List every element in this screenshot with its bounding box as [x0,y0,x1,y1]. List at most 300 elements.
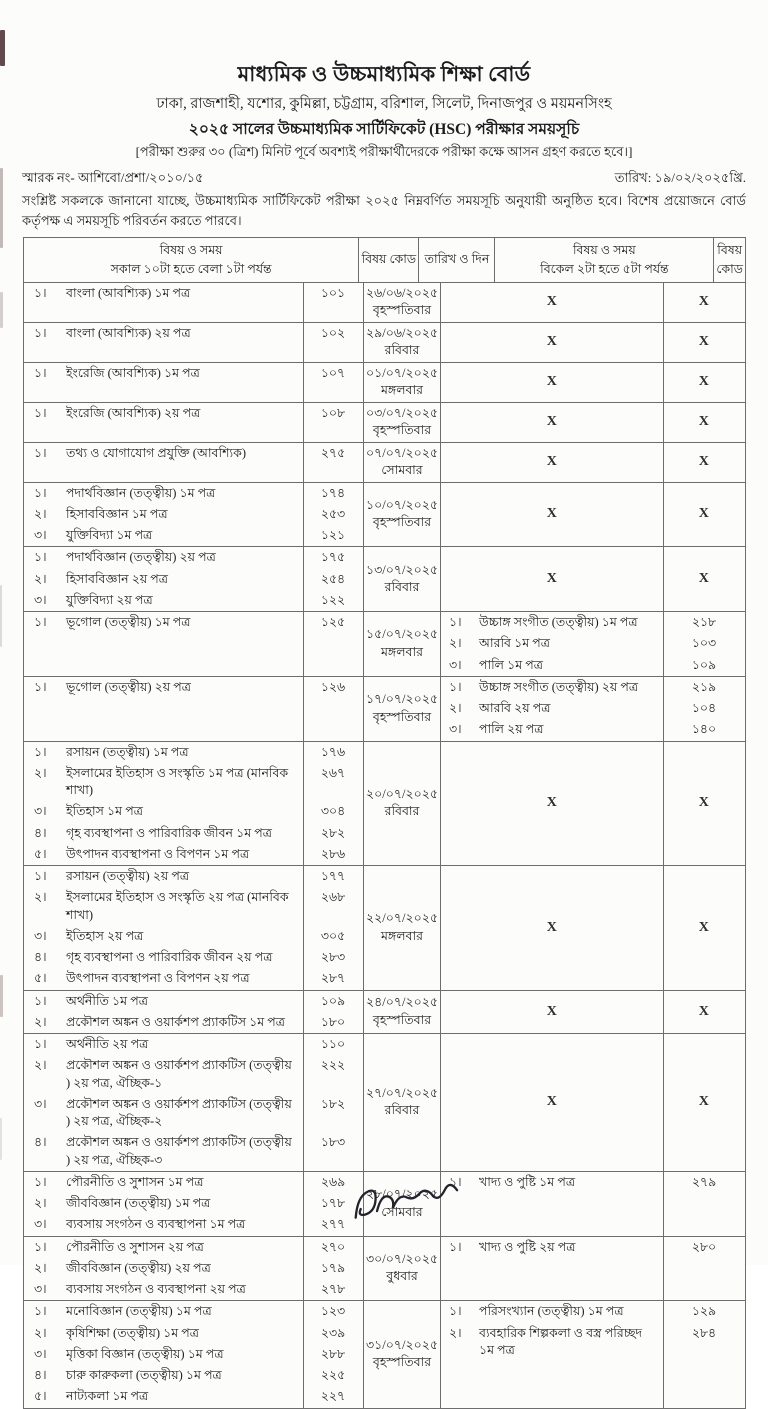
subject-item [24,1301,303,1322]
subject-item [24,1034,303,1055]
date-cell [364,1237,441,1301]
serial-number: ১। [34,1174,47,1189]
header-afternoon-subject [495,238,714,282]
date-cell [364,403,441,442]
subject-item [24,801,303,822]
serial-number: ৩। [34,1096,47,1111]
serial-number: ৫। [34,1389,47,1404]
subject-item [24,677,303,698]
serial-number: ৩। [34,804,47,819]
morning-block [24,1237,364,1301]
morning-block [24,991,364,1034]
subject-code: ২৭৫ [320,445,346,460]
table-row [24,1237,745,1302]
table-row [24,547,745,612]
serial-number: ১। [34,285,47,300]
serial-number: ৪। [34,1135,47,1150]
subject-code: ১৭৯ [320,1260,346,1275]
subject-code: ১০৯ [320,993,346,1008]
subject-name: খাদ্য ও পুষ্টি ২য় পত্র [479,1239,576,1254]
memo-row [0,169,768,190]
table-row [24,866,745,991]
serial-number: ১। [449,1239,462,1254]
subject-name: রসায়ন (তত্ত্বীয়) ২য় পত্র [66,869,190,884]
subject-name: চারু কারুকলা (তত্ত্বীয়) ১ম পত্র [66,1368,222,1383]
subject-name: অর্থনীতি ১ম পত্র [66,993,148,1008]
subject-code: ১৭৮ [320,1196,346,1211]
date-cell [364,677,441,741]
serial-number: ১। [34,615,47,630]
subject-name: প্রকৌশল অঙ্কন ও ওয়ার্কশপ প্র্যাকটিস (তত্ত্বীয় ) ২য় পত্র, ঐচ্ছিক-৩ [66,1135,292,1167]
serial-number: ৩। [34,928,47,943]
subject-name: পালি ১ম পত্র [479,657,543,672]
exam-date: ২৬/০৬/২০২৫ [366,285,438,300]
subject-name: গৃহ ব্যবস্থাপনা ও পারিবারিক জীবন ১ম পত্র [66,825,272,840]
table-row [24,1034,745,1172]
subject-code: ১২৬ [320,679,346,694]
serial-number: ২। [449,636,462,651]
exam-day: বৃহস্পতিবার [372,303,432,318]
subject-name: ইংরেজি (আবশ্যিক) ১ম পত্র [66,365,200,380]
afternoon-block [441,547,745,611]
subject-code: ৩০৫ [320,928,346,943]
board-list: ঢাকা, রাজশাহী, যশোর, কুমিল্লা, চট্টগ্রাম, বরিশাল, সিলেট, দিনাজপুর ও ময়মনসিংহ [156,96,612,113]
afternoon-block [441,443,745,482]
subject-name: উচ্চাঙ্গ সংগীত (তত্ত্বীয়) ২য় পত্র [479,679,639,694]
subject-name: প্রকৌশল অঙ্কন ও ওয়ার্কশপ প্র্যাকটিস (তত্ত্বীয় ) ২য় পত্র, ঐচ্ছিক-২ [66,1096,292,1129]
no-afternoon-exam-mark: X [546,294,558,310]
table-body [24,283,745,1408]
serial-number: ৪। [34,825,47,840]
subject-item [24,926,303,947]
subject-code: ২৮৩ [320,950,346,965]
table-row [24,612,745,677]
subject-code: ২৮২ [320,825,346,840]
subject-name: ভূগোল (তত্ত্বীয়) ২য় পত্র [66,679,191,694]
serial-number: ৩। [34,528,47,543]
subject-name: রসায়ন (তত্ত্বীয়) ১ম পত্র [66,744,189,759]
morning-block [24,403,364,442]
afternoon-block [441,323,745,362]
subject-item [24,483,303,504]
morning-block [24,483,364,547]
header-morning-title: বিষয় ও সময় [159,243,223,258]
exam-day: বৃহস্পতিবার [372,1012,432,1027]
serial-number: ৩। [449,722,462,737]
exam-date: ১৭/০৭/২০২৫ [366,692,438,707]
afternoon-block [441,363,745,402]
date-cell [364,991,441,1034]
subject-item [441,1301,663,1322]
subject-name: ইসলামের ইতিহাস ও সংস্কৃতি ১ম পত্র (মানবিক শাখা) [66,765,289,798]
subject-item [24,525,303,546]
exam-date: ০৭/০৭/২০২৫ [366,445,438,460]
subject-item [24,1214,303,1235]
serial-number: ১। [449,615,462,630]
subject-name: গৃহ ব্যবস্থাপনা ও পারিবারিক জীবন ২য় পত্র [66,950,273,965]
subject-code: ১৭৫ [320,550,346,565]
afternoon-block [441,991,745,1034]
subject-code: ২৮৬ [320,846,346,861]
serial-number: ১। [34,325,47,340]
date-cell [364,547,441,611]
subject-name: ব্যবসায় সংগঠন ও ব্যবস্থাপনা ১ম পত্র [66,1217,246,1232]
exam-day: রবিবার [384,343,420,358]
subject-code: ১২১ [320,528,346,543]
serial-number: ১। [34,445,47,460]
subject-name: যুক্তিবিদ্যা ২য় পত্র [66,592,153,607]
subject-code: ১৭৬ [320,744,346,759]
subject-name: ভূগোল (তত্ত্বীয়) ১ম পত্র [66,615,191,630]
subject-code: ১২৩ [320,1304,346,1319]
subject-name: আরবি ১ম পত্র [479,636,550,651]
exam-day: বৃহস্পতিবার [372,1355,432,1370]
subject-name: যুক্তিবিদ্যা ১ম পত্র [66,528,153,543]
no-afternoon-exam-mark: X [546,506,558,522]
subject-name: পদার্থবিজ্ঞান (তত্ত্বীয়) ২য় পত্র [66,550,216,565]
serial-number: ১। [34,1304,47,1319]
date-cell [364,1034,441,1171]
exam-day: রবিবার [384,1103,420,1118]
subject-code: ১৮২ [320,1096,346,1111]
subject-code: ২৩৯ [320,1325,346,1340]
subject-item [24,763,303,802]
exam-day: বৃহস্পতিবার [372,709,432,724]
subject-item [24,887,303,926]
subject-item [441,655,663,676]
header-subject-code-2: বিষয় কোড [716,243,744,276]
subject-code: ১০৮ [320,405,346,420]
afternoon-block [441,403,745,442]
exam-date: ২২/০৭/২০২৫ [366,911,438,926]
serial-number: ২। [34,1325,47,1340]
subject-code: ২১৮ [691,615,717,630]
no-afternoon-code-mark: X [698,374,710,390]
serial-number: ৩। [449,657,462,672]
serial-number: ৫। [34,971,47,986]
table-row [24,443,745,483]
serial-number: ২। [34,1260,47,1275]
subject-item [441,633,663,654]
serial-number: ২। [34,765,47,780]
header-afternoon-time: বিকেল ২টা হতে ৫টা পর্যন্ত [540,261,669,276]
subject-name: প্রকৌশল অঙ্কন ও ওয়ার্কশপ প্র্যাকটিস ১ম পত্র [66,1014,285,1029]
morning-block [24,1301,364,1407]
serial-number: ১। [34,1037,47,1052]
subject-name: উৎপাদন ব্যবস্থাপনা ও বিপণন ১ম পত্র [66,846,250,861]
afternoon-block [441,483,745,547]
afternoon-block [441,677,745,741]
serial-number: ২। [449,701,462,716]
subject-name: ইংরেজি (আবশ্যিক) ২য় পত্র [66,405,201,420]
subject-item [441,1237,663,1258]
exam-day: বুধবার [386,1269,418,1284]
serial-number: ১। [34,550,47,565]
notice-paragraph: সংশ্লিষ্ট সকলকে জানানো যাচ্ছে, উচ্চমাধ্যমিক সার্টিফিকেট পরীক্ষা ২০২৫ নিম্নবর্ণিত সময়সূচি অনুযায়ী অনুষ্ঠিত হবে। বিশেষ প্রয়োজনে বোর্ড কর্তৃপক্ষ এ সময়সূচি পরিবর্তন করতে পারবে। [22,192,746,228]
date-cell [364,1301,441,1407]
subject-code: ২২৫ [320,1368,346,1383]
signature-scribble [348,1176,488,1224]
header-afternoon-title: বিষয় ও সময় [572,243,636,258]
date-cell [364,612,441,676]
subject-item [24,1193,303,1214]
table-row [24,403,745,443]
serial-number: ১। [34,679,47,694]
morning-block [24,547,364,611]
subject-code: ২১৯ [691,679,717,694]
serial-number: ১। [34,365,47,380]
serial-number: ১। [34,485,47,500]
subject-name: উৎপাদন ব্যবস্থাপনা ও বিপণন ২য় পত্র [66,971,250,986]
subject-item [24,844,303,865]
no-afternoon-exam-mark: X [546,1003,558,1019]
subject-item [441,719,663,740]
exam-date: ২৮/০৭/২০২৫ [366,1187,438,1202]
subject-item [24,1386,303,1407]
subject-code: ২৬৯ [320,1174,346,1189]
subject-name: জীববিজ্ঞান (তত্ত্বীয়) ২য় পত্র [66,1260,211,1275]
board-name: মাধ্যমিক ও উচ্চমাধ্যমিক শিক্ষা বোর্ড [237,62,531,86]
serial-number: ১। [34,1239,47,1254]
subject-item [24,323,303,344]
subject-code: ১৪০ [691,722,717,737]
subject-code: ২৫৩ [320,506,346,521]
header-morning-time: সকাল ১০টা হতে বেলা ১টা পর্যন্ত [110,261,272,276]
subject-code: ২৮৮ [320,1346,346,1361]
date-cell [364,742,441,866]
table-row [24,323,745,363]
subject-code: ২৭০ [320,1239,346,1254]
seating-instruction: [পরীক্ষা শুরুর ৩০ (ত্রিশ) মিনিট পূর্বে অবশ্যই পরীক্ষার্থীদেরকে পরীক্ষা কক্ষে আসন গ্রহণ করতে হবে।] [135,144,633,160]
subject-name: উচ্চাঙ্গ সংগীত (তত্ত্বীয়) ১ম পত্র [479,615,638,630]
morning-block [24,323,364,362]
subject-name: মনোবিজ্ঞান (তত্ত্বীয়) ১ম পত্র [66,1304,212,1319]
scan-artifact [0,1118,2,1160]
subject-name: পালি ২য় পত্র [479,722,544,737]
subject-name: আরবি ২য় পত্র [479,701,551,716]
subject-name: হিসাববিজ্ঞান ১ম পত্র [66,506,168,521]
serial-number: ১। [34,993,47,1008]
subject-item [24,1094,303,1133]
exam-date: ৩১/০৭/২০২৫ [366,1337,438,1352]
morning-block [24,742,364,866]
subject-item [24,1323,303,1344]
subject-item [24,1237,303,1258]
morning-block [24,363,364,402]
exam-day: মঙ্গলবার [380,928,423,943]
table-row [24,363,745,403]
document-header [0,0,768,160]
subject-item [441,698,663,719]
exam-date: ২৪/০৭/২০২৫ [366,995,438,1010]
serial-number: ২। [34,1058,47,1073]
afternoon-block [441,1237,745,1301]
no-afternoon-code-mark: X [698,294,710,310]
date-cell [364,323,441,362]
subject-name: পদার্থবিজ্ঞান (তত্ত্বীয়) ১ম পত্র [66,485,216,500]
no-afternoon-code-mark: X [698,454,710,470]
exam-date: ৩০/০৭/২০২৫ [366,1251,438,1266]
subject-item [24,590,303,611]
memo-number: স্মারক নং- আশিবো/প্রশা/২০১০/১৫ [22,169,204,185]
no-afternoon-exam-mark: X [546,1094,558,1110]
subject-name: প্রকৌশল অঙ্কন ও ওয়ার্কশপ প্র্যাকটিস (তত্ত্বীয় ) ২য় পত্র, ঐচ্ছিক-১ [66,1058,292,1090]
subject-item [441,677,663,698]
afternoon-block [441,1034,745,1171]
exam-date: ১০/০৭/২০২৫ [366,497,438,512]
subject-code: ২৭৮ [320,1282,346,1297]
exam-date: ০৩/০৭/২০২৫ [366,405,438,420]
afternoon-block [441,742,745,866]
subject-code: ১০৯ [691,657,717,672]
subject-code: ২৮৭ [320,971,346,986]
date-cell [364,443,441,482]
serial-number: ৩। [34,1282,47,1297]
subject-name: খাদ্য ও পুষ্টি ১ম পত্র [479,1174,576,1189]
subject-code: ২৮০ [691,1239,717,1254]
exam-day: সোমবার [381,463,423,478]
subject-item [24,1279,303,1300]
morning-block [24,677,364,741]
exam-day: বৃহস্পতিবার [372,515,432,530]
no-afternoon-exam-mark: X [546,795,558,811]
subject-name: তথ্য ও যোগাযোগ প্রযুক্তি (আবশ্যিক) [66,445,247,460]
morning-block [24,1034,364,1171]
subject-name: ইতিহাস ২য় পত্র [66,928,144,943]
no-afternoon-code-mark: X [698,414,710,430]
serial-number: ২। [34,890,47,905]
subject-code: ২৭৯ [691,1174,717,1189]
subject-code: ১৮৩ [320,1135,346,1150]
no-afternoon-code-mark: X [698,1094,710,1110]
subject-item [24,612,303,633]
serial-number: ৩। [34,1346,47,1361]
subject-code: ২২৭ [320,1389,346,1404]
table-row [24,991,745,1035]
subject-name: অর্থনীতি ২য় পত্র [66,1037,149,1052]
serial-number: ১। [34,405,47,420]
subject-name: বাংলা (আবশ্যিক) ১ম পত্র [66,285,191,300]
table-row [24,677,745,742]
exam-date: ০১/০৭/২০২৫ [366,365,438,380]
exam-day: রবিবার [384,580,420,595]
subject-item [24,947,303,968]
morning-block [24,612,364,676]
morning-block [24,1172,364,1236]
subject-code: ২৭৭ [320,1217,346,1232]
subject-name: কৃষিশিক্ষা (তত্ত্বীয়) ১ম পত্র [66,1325,199,1340]
serial-number: ২। [34,1014,47,1029]
subject-item [24,283,303,304]
subject-code: ২৬৮ [320,890,346,905]
afternoon-block [441,866,745,990]
subject-code: ১৮০ [320,1014,346,1029]
serial-number: ১। [34,744,47,759]
subject-name: পরিসংখ্যান (তত্ত্বীয়) ১ম পত্র [479,1304,624,1319]
subject-code: ১০১ [320,285,346,300]
serial-number: ২। [449,1325,462,1340]
subject-code: ২২২ [320,1058,346,1073]
subject-item [24,1012,303,1033]
no-afternoon-code-mark: X [698,506,710,522]
subject-code: ১২৫ [320,615,346,630]
subject-name: বাংলা (আবশ্যিক) ২য় পত্র [66,325,191,340]
subject-code: ১০৪ [691,701,717,716]
no-afternoon-exam-mark: X [546,334,558,350]
subject-code: ১৭৭ [320,869,346,884]
no-afternoon-exam-mark: X [546,454,558,470]
subject-code: ২৮৪ [691,1325,717,1340]
header-subject-code: বিষয় কোড [359,238,419,282]
subject-name: পৌরনীতি ও সুশাসন ২য় পত্র [66,1239,204,1254]
schedule-title: ২০২৫ সালের উচ্চমাধ্যমিক সার্টিফিকেট (HSC) পরীক্ষার সময়সূচি [188,120,580,138]
subject-item [24,742,303,763]
no-afternoon-code-mark: X [698,1003,710,1019]
afternoon-block [441,612,745,676]
serial-number: ১। [34,869,47,884]
table-row [24,742,745,867]
subject-name: নাট্যকলা ১ম পত্র [66,1389,149,1404]
subject-item [24,1172,303,1193]
scan-artifact [0,168,3,248]
subject-item [24,363,303,384]
subject-name: ব্যবহারিক শিল্পকলা ও বস্ত্র পরিচ্ছদ ১ম পত্র [479,1325,643,1357]
subject-name: জীববিজ্ঞান (তত্ত্বীয়) ১ম পত্র [66,1196,211,1211]
subject-item [24,866,303,887]
subject-item [24,547,303,568]
subject-item [24,1365,303,1386]
subject-item [24,968,303,989]
subject-item [24,443,303,464]
exam-routine-table [23,237,746,1409]
morning-block [24,283,364,322]
scan-artifact [0,30,5,66]
date-cell [364,283,441,322]
exam-date: ২০/০৭/২০২৫ [366,786,438,801]
exam-date: ২৯/০৬/২০২৫ [366,325,438,340]
exam-date: ১৫/০৭/২০২৫ [366,627,438,642]
no-afternoon-code-mark: X [698,919,710,935]
exam-date: ১৩/০৭/২০২৫ [366,562,438,577]
serial-number: ৪। [34,1368,47,1383]
subject-item [24,1258,303,1279]
exam-day: সোমবার [381,1204,423,1219]
subject-item [24,569,303,590]
table-row [24,283,745,323]
subject-name: হিসাববিজ্ঞান ২য় পত্র [66,571,168,586]
subject-code: ১২৯ [691,1304,717,1319]
afternoon-block [441,283,745,322]
scan-artifact [0,292,3,328]
scan-artifact [0,975,3,1017]
subject-item [24,403,303,424]
subject-name: ইতিহাস ১ম পত্র [66,804,143,819]
no-afternoon-code-mark: X [698,334,710,350]
serial-number: ৩। [34,592,47,607]
subject-code: ১০২ [320,325,346,340]
subject-code: ১৭৪ [320,485,346,500]
no-afternoon-exam-mark: X [546,571,558,587]
exam-day: রবিবার [384,804,420,819]
serial-number: ১। [449,1304,462,1319]
no-afternoon-exam-mark: X [546,374,558,390]
header-morning-subject [24,238,359,282]
serial-number: ২। [34,1196,47,1211]
subject-item [24,1132,303,1171]
table-header-row [24,238,745,283]
date-cell [364,866,441,990]
subject-item [441,612,663,633]
